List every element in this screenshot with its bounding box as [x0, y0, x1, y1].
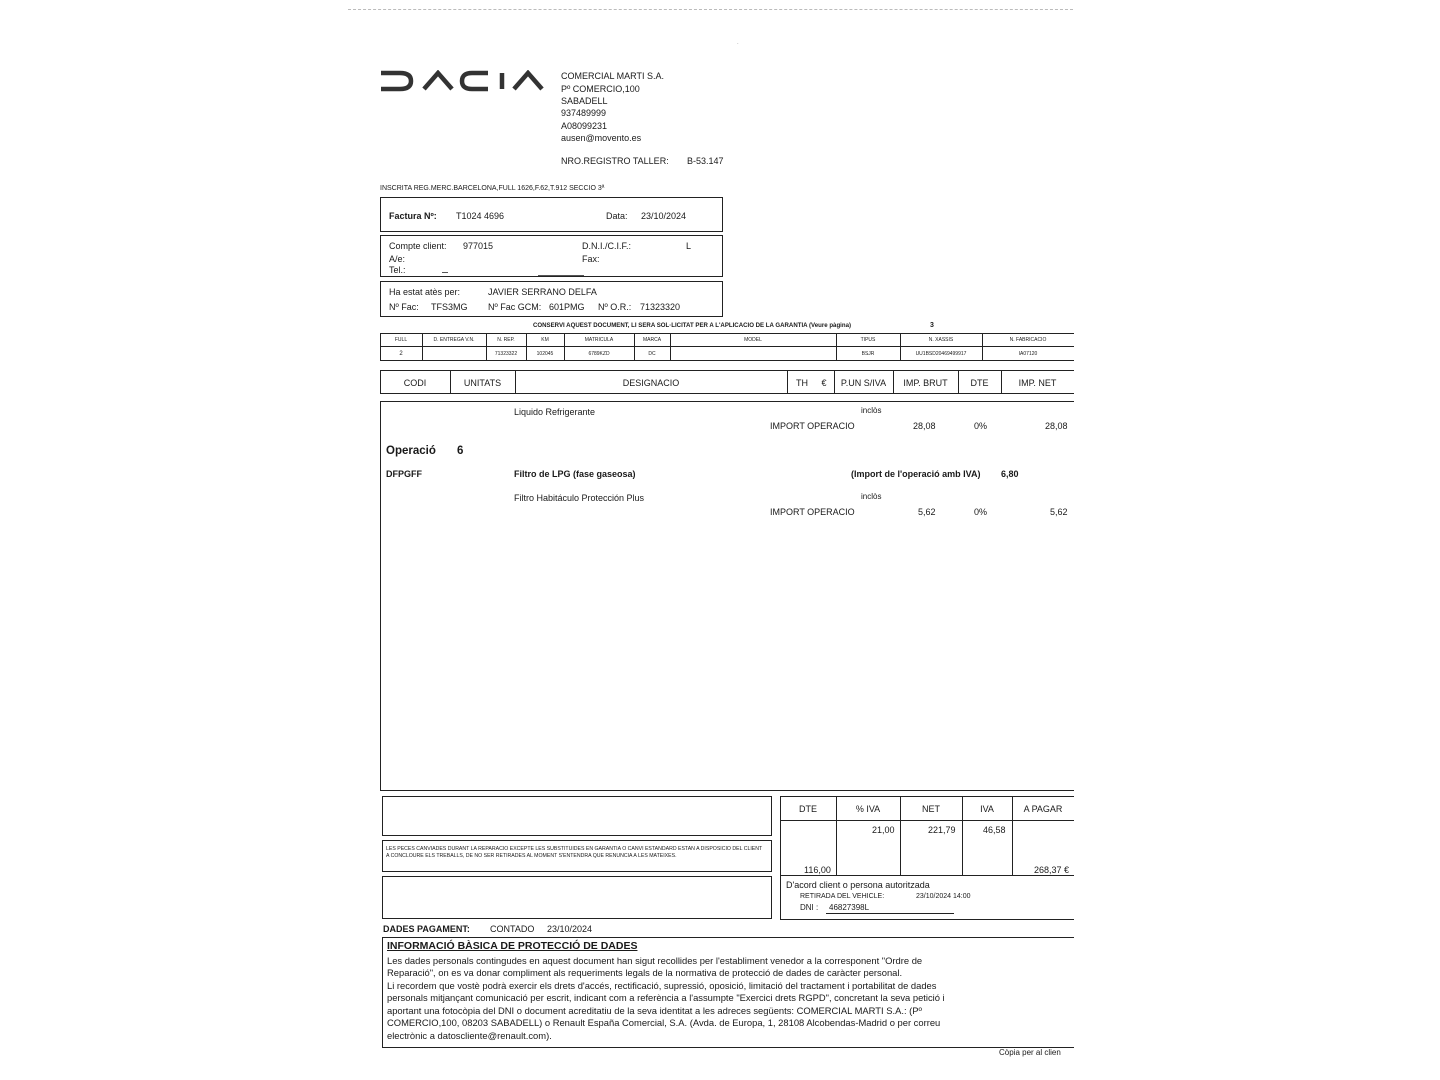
- vh-matricula: MATRICULA: [584, 337, 614, 343]
- signature-line: [826, 913, 954, 914]
- dni-value: L: [686, 241, 692, 251]
- line1-dte: 0%: [974, 421, 988, 431]
- vv-matricula: 6789KZD: [588, 351, 610, 357]
- invoice-date: 23/10/2024: [641, 211, 687, 221]
- vv-marca: DC: [648, 351, 656, 357]
- redaction-mark-2: [538, 275, 584, 276]
- or-label: Nº O.R.:: [598, 302, 632, 312]
- operation-label: Operació: [386, 445, 436, 457]
- vh-km: KM: [541, 337, 549, 343]
- ih-unitats: UNITATS: [463, 378, 502, 388]
- warranty-page: 3: [930, 322, 934, 329]
- vv-fabricacio: IA07120: [1018, 351, 1038, 357]
- dacia-logo-mark: [378, 70, 552, 92]
- tel-label: Tel.:: [389, 265, 406, 275]
- fac-value: TFS3MG: [431, 302, 468, 312]
- redaction-mark: [442, 272, 448, 273]
- privacy-line-5: aportant una fotocòpia del DNI o document acreditatiu de la seva identitat a les adreces següents: COMERCIAL MARTI S.A.: (Pº: [387, 1005, 922, 1016]
- company-line-2: Pº COMERCIO,100: [561, 84, 640, 94]
- total-net: 221,79: [928, 825, 956, 835]
- account-value: 977015: [463, 241, 494, 251]
- ih-euro: €: [821, 378, 827, 388]
- line1-description: Liquido Refrigerante: [514, 407, 596, 417]
- line2-brut: 5,62: [918, 507, 936, 517]
- total-iva: 46,58: [983, 825, 1006, 835]
- privacy-line-2: Reparació", on es va donar compliment als requeriments legals de la normativa de protecció de dades de caràcter personal.: [387, 967, 903, 978]
- ih-designacio: DESIGNACIO: [622, 378, 680, 388]
- vh-nrep: N. REP.: [497, 337, 515, 343]
- payment-label: DADES PAGAMENT:: [383, 924, 470, 934]
- vv-km: 102045: [536, 351, 554, 357]
- total-a-pagar: 268,37 €: [1034, 865, 1070, 875]
- attended-label: Ha estat atès per:: [389, 287, 461, 297]
- vehicle-table: [380, 333, 1074, 361]
- th-a-pagar: A PAGAR: [1023, 804, 1063, 814]
- ih-dte: DTE: [970, 378, 989, 388]
- company-line-1: COMERCIAL MARTI S.A.: [561, 71, 665, 81]
- payment-method: CONTADO: [490, 924, 535, 934]
- line2-description: Filtro Habitáculo Protección Plus: [514, 493, 645, 503]
- scan-speck: .: [737, 40, 739, 46]
- agreement-dni-value: 46827398L: [829, 903, 870, 912]
- payment-date: 23/10/2024: [547, 924, 593, 934]
- operation-number: 6: [457, 445, 464, 457]
- notes-box-1: [382, 796, 772, 836]
- dacia-logo: [378, 70, 552, 92]
- copy-footer: Còpia per al clien: [999, 1048, 1061, 1057]
- privacy-title: INFORMACIÓ BÀSICA DE PROTECCIÓ DE DADES: [387, 940, 638, 952]
- operation-iva-label: (Import de l'operació amb IVA): [851, 469, 981, 479]
- invoice-date-label: Data:: [606, 211, 628, 221]
- inscription: INSCRITA REG.MERC.BARCELONA,FULL 1626,F.62,T.912 SECCIO 3ª: [380, 185, 605, 192]
- items-header: [380, 370, 1074, 394]
- privacy-line-7: electrònic a datoscliente@renault.com).: [387, 1030, 552, 1041]
- line2-op-label: IMPORT OPERACIO: [770, 507, 855, 517]
- line1-brut: 28,08: [913, 421, 936, 431]
- scan-top-edge: [348, 9, 1073, 10]
- privacy-line-6: COMERCIO,100, 08203 SABADELL) o Renault España Comercial, S.A. (Avda. de Europa, 1, 28108 Alcobendas-Madrid o per correu: [387, 1017, 941, 1028]
- company-cif: A08099231: [561, 121, 608, 131]
- total-dte: 116,00: [804, 865, 831, 875]
- retirada-value: 23/10/2024 14:00: [916, 893, 971, 900]
- gcm-label: Nº Fac GCM:: [488, 302, 542, 312]
- fax-label: Fax:: [582, 254, 600, 264]
- vh-tipus: TIPUS: [860, 337, 876, 343]
- th-net: NET: [922, 804, 940, 814]
- ih-codi: CODI: [403, 378, 427, 388]
- line2-included: inclòs: [861, 492, 882, 501]
- registry-label: NRO.REGISTRO TALLER:: [561, 156, 669, 166]
- attended-name: JAVIER SERRANO DELFA: [488, 287, 597, 297]
- ih-brut: IMP. BRUT: [903, 378, 948, 388]
- fac-label: Nº Fac:: [389, 302, 419, 312]
- th-dte: DTE: [799, 804, 817, 814]
- total-pct-iva: 21,00: [872, 825, 895, 835]
- operation-description: Filtro de LPG (fase gaseosa): [514, 469, 636, 479]
- attn-label: A/e:: [389, 254, 406, 264]
- warranty-note: CONSERVI AQUEST DOCUMENT, LI SERA SOL·LICITAT PER A L'APLICACIO DE LA GARANTIA (Veure pàgina): [533, 322, 851, 329]
- line2-net: 5,62: [1050, 507, 1068, 517]
- vv-tipus: BSJR: [861, 351, 875, 357]
- vh-full: FULL: [394, 337, 408, 343]
- line2-dte: 0%: [974, 507, 988, 517]
- privacy-line-1: Les dades personals contingudes en aquest document han sigut recollides per l'establiment venedor a la corresponent "Ordre de: [387, 955, 923, 966]
- or-value: 71323320: [640, 302, 681, 312]
- operation-iva-value: 6,80: [1001, 469, 1019, 479]
- retirada-label: RETIRADA DEL VEHICLE:: [800, 893, 885, 900]
- invoice-number-label: Factura Nº:: [389, 211, 437, 221]
- line1-op-label: IMPORT OPERACIO: [770, 421, 855, 431]
- vh-xassis: N. XASSIS: [928, 337, 954, 343]
- gcm-value: 601PMG: [549, 302, 585, 312]
- line1-net: 28,08: [1045, 421, 1068, 431]
- items-body: [380, 401, 1074, 791]
- ih-pun: P.UN S/IVA: [840, 378, 887, 388]
- ih-th: TH: [796, 378, 808, 388]
- vv-xassis: UU1BSD20469499917: [915, 351, 967, 357]
- th-iva: IVA: [980, 804, 994, 814]
- vh-fabricacio: N. FABRICACIO: [1009, 337, 1047, 343]
- parts-note: LES PECES CANVIADES DURANT LA REPARACIO EXCEPTE LES SUBSTITUIDES EN GARANTIA O CANVI ESTANDARD ESTAN A DISPOSICIO DEL CLIENT A CONCLOURE ELS TREBALLS, DE NO SER RETIRADES AL MOMENT S'ENTENDRA QUE RENUNCIA A LES MATEIXES.: [386, 846, 763, 859]
- dni-label: D.N.I./C.I.F.:: [582, 241, 632, 251]
- totals-table: [780, 796, 1074, 876]
- ih-net: IMP. NET: [1018, 378, 1057, 388]
- invoice-number: T1024 4696: [456, 211, 505, 221]
- account-label: Compte client:: [389, 241, 447, 251]
- company-phone: 937489999: [561, 108, 607, 118]
- registry-value: B-53.147: [687, 156, 724, 166]
- vh-marca: MARCA: [642, 337, 662, 343]
- vh-model: MODEL: [744, 337, 762, 343]
- vh-entrega: D. ENTREGA V.N.: [433, 337, 475, 343]
- line1-included: inclòs: [861, 406, 882, 415]
- operation-code: DFPGFF: [386, 469, 422, 479]
- privacy-line-4: personals mitjançant comunicació per escrit, indicant com a referència a l'assumpte "Exercici drets RGPD", concretant la seva petició i: [387, 992, 945, 1003]
- notes-box-2: [382, 876, 772, 919]
- agreement-label: D'acord client o persona autoritzada: [786, 880, 930, 890]
- th-pct-iva: % IVA: [855, 804, 881, 814]
- privacy-line-3: Li recordem que vostè podrà exercir els drets d'accés, rectificació, supressió, oposició, limitació del tractament i portabilitat de dades: [387, 980, 937, 991]
- agreement-dni-label: DNI :: [800, 903, 819, 912]
- vv-full: 2: [399, 351, 403, 357]
- vv-nrep: 71323322: [494, 351, 518, 357]
- company-line-3: SABADELL: [561, 96, 608, 106]
- company-email: ausen@movento.es: [561, 133, 642, 143]
